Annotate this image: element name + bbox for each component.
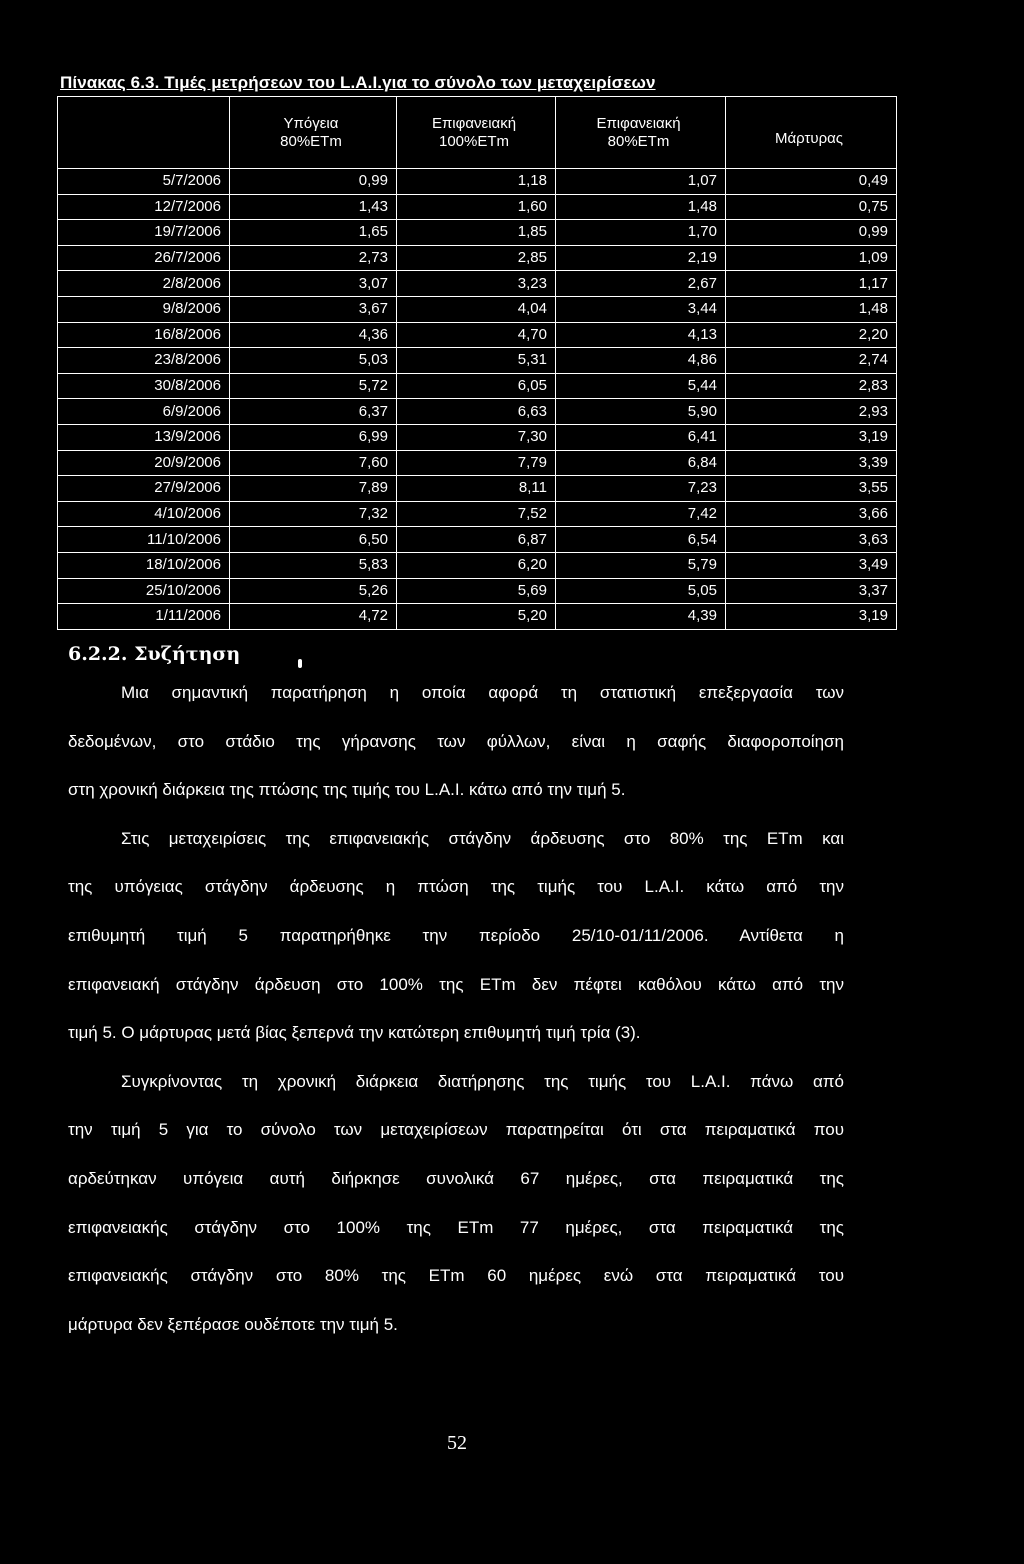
column-header bbox=[230, 97, 397, 169]
table-caption: Πίνακας 6.3. Τιμές μετρήσεων του L.A.I.για το σύνολο των μεταχειρίσεων bbox=[60, 73, 656, 92]
value-cell: 7,30 bbox=[397, 424, 556, 450]
value-cell: 1,43 bbox=[230, 194, 397, 220]
value-cell: 4,70 bbox=[397, 322, 556, 348]
value-cell: 4,86 bbox=[556, 348, 726, 374]
value-cell: 8,11 bbox=[397, 476, 556, 502]
paragraph-line: επιθυμητή τιμή 5 παρατηρήθηκε την περίοδο 25/10-01/11/2006. Αντίθετα η bbox=[68, 926, 844, 945]
value-cell: 2,93 bbox=[726, 399, 897, 425]
table-row bbox=[58, 578, 897, 604]
paragraph-line: αρδεύτηκαν υπόγεια αυτή διήρκησε συνολικά 67 ημέρες, στα πειραματικά της bbox=[68, 1169, 844, 1188]
table-row bbox=[58, 604, 897, 630]
value-cell: 2,67 bbox=[556, 271, 726, 297]
value-cell: 5,90 bbox=[556, 399, 726, 425]
table-row bbox=[58, 552, 897, 578]
value-cell: 5,05 bbox=[556, 578, 726, 604]
value-cell: 6,99 bbox=[230, 424, 397, 450]
table-row bbox=[58, 399, 897, 425]
page-number: 52 bbox=[447, 1432, 467, 1454]
date-cell: 9/8/2006 bbox=[58, 296, 230, 322]
paragraph-line: στη χρονική διάρκεια της πτώσης της τιμής του L.A.I. κάτω από την τιμή 5. bbox=[68, 780, 626, 800]
date-cell: 4/10/2006 bbox=[58, 501, 230, 527]
value-cell: 5,72 bbox=[230, 373, 397, 399]
value-cell: 1,48 bbox=[556, 194, 726, 220]
value-cell: 3,23 bbox=[397, 271, 556, 297]
value-cell: 6,84 bbox=[556, 450, 726, 476]
value-cell: 3,49 bbox=[726, 552, 897, 578]
lai-table bbox=[57, 96, 897, 630]
table-row bbox=[58, 194, 897, 220]
value-cell: 5,31 bbox=[397, 348, 556, 374]
date-cell: 11/10/2006 bbox=[58, 527, 230, 553]
paragraph-line: επιφανειακής στάγδην στο 100% της ETm 77 ημέρες, στα πειραματικά της bbox=[68, 1217, 844, 1237]
value-cell: 2,74 bbox=[726, 348, 897, 374]
table-row bbox=[58, 501, 897, 527]
value-cell: 7,60 bbox=[230, 450, 397, 476]
value-cell: 4,72 bbox=[230, 604, 397, 630]
paragraph-line: τιμή 5. Ο μάρτυρας μετά βίας ξεπερνά την κατώτερη επιθυμητή τιμή τρία (3). bbox=[68, 1023, 641, 1043]
value-cell: 1,18 bbox=[397, 169, 556, 195]
date-cell: 27/9/2006 bbox=[58, 476, 230, 502]
column-header bbox=[397, 97, 556, 169]
value-cell: 2,85 bbox=[397, 245, 556, 271]
paragraph-line: μάρτυρα δεν ξεπέρασε ουδέποτε την τιμή 5. bbox=[68, 1314, 398, 1334]
date-cell: 1/11/2006 bbox=[58, 604, 230, 630]
value-cell: 6,41 bbox=[556, 424, 726, 450]
value-cell: 7,32 bbox=[230, 501, 397, 527]
paragraph-line: της υπόγειας στάγδην άρδευσης η πτώση της τιμής του L.A.I. κάτω από την bbox=[68, 877, 844, 897]
table-row bbox=[58, 373, 897, 399]
value-cell: 3,44 bbox=[556, 296, 726, 322]
value-cell: 6,50 bbox=[230, 527, 397, 553]
date-cell: 6/9/2006 bbox=[58, 399, 230, 425]
table-row bbox=[58, 245, 897, 271]
paragraph-line: επιφανειακή στάγδην άρδευση στο 100% της ETm δεν πέφτει καθόλου κάτω από την bbox=[68, 974, 844, 994]
value-cell: 7,52 bbox=[397, 501, 556, 527]
paragraph-line: Συγκρίνοντας τη χρονική διάρκεια διατήρησης της τιμής του L.A.I. πάνω από bbox=[121, 1071, 844, 1091]
column-header-line: Επιφανειακή bbox=[596, 114, 681, 132]
value-cell: 0,99 bbox=[726, 220, 897, 246]
value-cell: 3,19 bbox=[726, 604, 897, 630]
value-cell: 6,54 bbox=[556, 527, 726, 553]
value-cell: 4,39 bbox=[556, 604, 726, 630]
date-cell: 12/7/2006 bbox=[58, 194, 230, 220]
value-cell: 6,20 bbox=[397, 552, 556, 578]
paragraph-line: δεδομένων, στο στάδιο της γήρανσης των φύλλων, είναι η σαφής διαφοροποίηση bbox=[68, 731, 844, 751]
value-cell: 1,85 bbox=[397, 220, 556, 246]
value-cell: 4,36 bbox=[230, 322, 397, 348]
value-cell: 7,23 bbox=[556, 476, 726, 502]
value-cell: 6,87 bbox=[397, 527, 556, 553]
date-cell: 25/10/2006 bbox=[58, 578, 230, 604]
table-row bbox=[58, 527, 897, 553]
value-cell: 5,03 bbox=[230, 348, 397, 374]
value-cell: 1,65 bbox=[230, 220, 397, 246]
value-cell: 0,49 bbox=[726, 169, 897, 195]
table-row bbox=[58, 424, 897, 450]
stray-mark bbox=[298, 659, 302, 668]
value-cell: 3,67 bbox=[230, 296, 397, 322]
column-header-line: 100%ETm bbox=[438, 132, 510, 150]
date-cell: 18/10/2006 bbox=[58, 552, 230, 578]
value-cell: 1,60 bbox=[397, 194, 556, 220]
value-cell: 7,79 bbox=[397, 450, 556, 476]
table-row bbox=[58, 322, 897, 348]
section-title: 6.2.2. Συζήτηση bbox=[68, 643, 241, 665]
column-header bbox=[556, 97, 726, 169]
date-cell: 13/9/2006 bbox=[58, 424, 230, 450]
paragraph-line: Στις μεταχειρίσεις της επιφανειακής στάγδην άρδευσης στο 80% της ETm και bbox=[121, 828, 844, 848]
value-cell: 5,26 bbox=[230, 578, 397, 604]
date-cell: 23/8/2006 bbox=[58, 348, 230, 374]
value-cell: 3,55 bbox=[726, 476, 897, 502]
date-cell: 2/8/2006 bbox=[58, 271, 230, 297]
value-cell: 7,89 bbox=[230, 476, 397, 502]
table-row bbox=[58, 348, 897, 374]
table-row bbox=[58, 271, 897, 297]
column-header-line: 80%ETm bbox=[280, 132, 342, 150]
value-cell: 1,17 bbox=[726, 271, 897, 297]
value-cell: 1,48 bbox=[726, 296, 897, 322]
value-cell: 5,69 bbox=[397, 578, 556, 604]
value-cell: 2,83 bbox=[726, 373, 897, 399]
value-cell: 6,05 bbox=[397, 373, 556, 399]
value-cell: 5,44 bbox=[556, 373, 726, 399]
column-header bbox=[726, 97, 897, 169]
value-cell: 3,66 bbox=[726, 501, 897, 527]
value-cell: 3,39 bbox=[726, 450, 897, 476]
table-row bbox=[58, 476, 897, 502]
value-cell: 5,20 bbox=[397, 604, 556, 630]
value-cell: 2,20 bbox=[726, 322, 897, 348]
value-cell: 3,63 bbox=[726, 527, 897, 553]
value-cell: 2,73 bbox=[230, 245, 397, 271]
value-cell: 3,37 bbox=[726, 578, 897, 604]
date-cell: 20/9/2006 bbox=[58, 450, 230, 476]
value-cell: 5,83 bbox=[230, 552, 397, 578]
value-cell: 1,70 bbox=[556, 220, 726, 246]
value-cell: 0,75 bbox=[726, 194, 897, 220]
value-cell: 0,99 bbox=[230, 169, 397, 195]
paragraph-line: την τιμή 5 για το σύνολο των μεταχειρίσεων παρατηρείται ότι στα πειραματικά που bbox=[68, 1120, 844, 1140]
value-cell: 1,09 bbox=[726, 245, 897, 271]
value-cell: 6,37 bbox=[230, 399, 397, 425]
column-header-line: Επιφανειακή bbox=[431, 114, 517, 132]
value-cell: 2,19 bbox=[556, 245, 726, 271]
date-cell: 30/8/2006 bbox=[58, 373, 230, 399]
table-row bbox=[58, 450, 897, 476]
value-cell: 4,13 bbox=[556, 322, 726, 348]
column-header-line: Υπόγεια bbox=[283, 114, 339, 132]
value-cell: 6,63 bbox=[397, 399, 556, 425]
date-cell: 26/7/2006 bbox=[58, 245, 230, 271]
column-header-line: 80%ETm bbox=[607, 132, 670, 150]
paragraph-line: Μια σημαντική παρατήρηση η οποία αφορά τη στατιστική επεξεργασία των bbox=[121, 683, 844, 702]
value-cell: 3,19 bbox=[726, 424, 897, 450]
table-row bbox=[58, 296, 897, 322]
value-cell: 7,42 bbox=[556, 501, 726, 527]
paragraph-line: επιφανειακής στάγδην στο 80% της ETm 60 ημέρες ενώ στα πειραματικά του bbox=[68, 1266, 844, 1286]
date-cell: 16/8/2006 bbox=[58, 322, 230, 348]
date-cell: 5/7/2006 bbox=[58, 169, 230, 195]
value-cell: 5,79 bbox=[556, 552, 726, 578]
table-row bbox=[58, 169, 897, 195]
table-header-row bbox=[58, 97, 897, 169]
column-header-line: Μάρτυρας bbox=[774, 129, 844, 147]
date-cell: 19/7/2006 bbox=[58, 220, 230, 246]
column-header bbox=[58, 97, 230, 169]
value-cell: 3,07 bbox=[230, 271, 397, 297]
value-cell: 4,04 bbox=[397, 296, 556, 322]
value-cell: 1,07 bbox=[556, 169, 726, 195]
table-row bbox=[58, 220, 897, 246]
